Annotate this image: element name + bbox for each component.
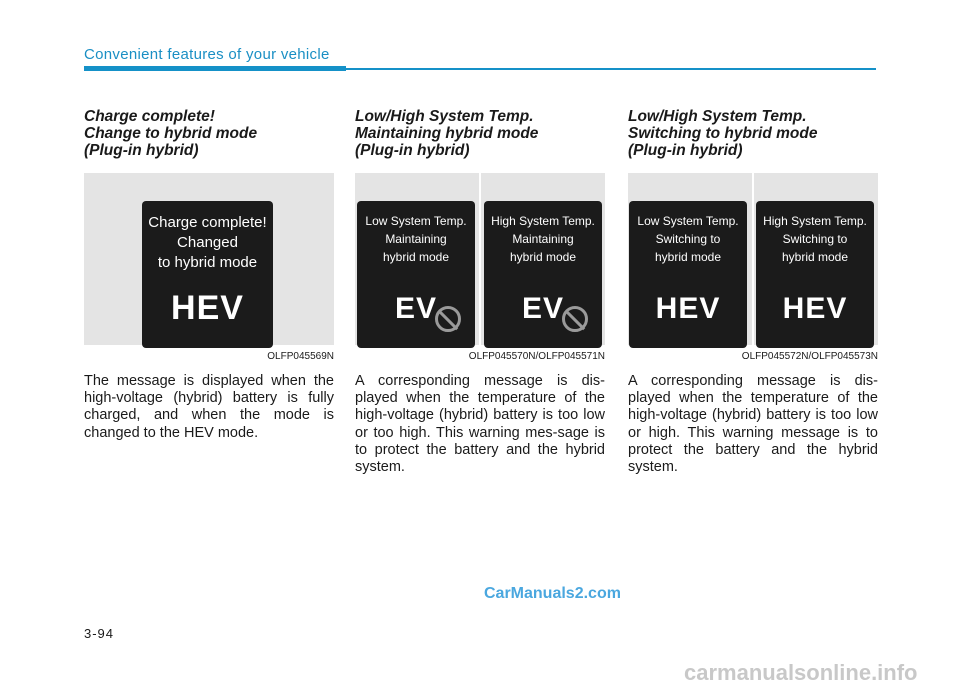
prohibited-icon [562,306,588,332]
cluster-figure [84,173,334,345]
ev-mode-indicator: EV [521,292,565,325]
cluster-display-low-temp [629,201,747,348]
section-title: Low/High System Temp. Maintaining hybrid mode (Plug-in hybrid) [355,108,539,159]
section-body-text: A corresponding message is dis-played when the temperature of the high-voltage (hybrid) battery is too low or high. This warning message is to protect the battery and the hybrid system. [628,373,878,476]
section-charge-complete [84,108,334,442]
section-body-text: The message is displayed when the high-voltage (hybrid) battery is fully charged, and when the mode is changed to the HEV mode. [84,373,334,441]
header-rule-thin [346,68,876,70]
cluster-display [142,201,273,348]
cluster-display-high-temp [484,201,602,348]
display-message: Low System Temp. Maintaining hybrid mode [365,214,467,264]
ev-mode-indicator: EV [394,292,438,325]
section-header-title: Convenient features of your vehicle [84,46,330,63]
hev-mode-indicator: HEV [655,292,721,325]
cluster-figure [355,173,605,345]
section-title: Charge complete! Change to hybrid mode (Plug-in hybrid) [84,108,258,159]
hev-mode-indicator: HEV [782,292,848,325]
watermark-footer: carmanualsonline.info [684,660,918,685]
cluster-display-low-temp [357,201,475,348]
watermark-link[interactable]: CarManuals2.com [484,585,621,602]
display-message: High System Temp. Switching to hybrid mode [763,214,867,264]
display-message: Low System Temp. Switching to hybrid mode [637,214,739,264]
figure-code: OLFP045570N/OLFP045571N [468,351,605,362]
page-number: 3-94 [84,626,115,641]
figure-code: OLFP045572N/OLFP045573N [741,351,878,362]
section-title: Low/High System Temp. Switching to hybrid mode (Plug-in hybrid) [628,108,818,159]
hev-mode-indicator: HEV [171,289,244,327]
cluster-display-high-temp [756,201,874,348]
display-message: Charge complete! Changed to hybrid mode [148,214,267,271]
header-rule-thick [84,66,346,71]
section-body-text: A corresponding message is dis-played when the temperature of the high-voltage (hybrid) battery is too low or too high. This warning mes-sage is to protect the battery and the hybrid system. [355,373,605,476]
section-maintaining-hybrid [355,108,605,476]
display-message: High System Temp. Maintaining hybrid mode [491,214,595,264]
prohibited-icon [435,306,461,332]
cluster-figure [628,173,878,345]
figure-code: OLFP045569N [267,351,334,362]
section-switching-hybrid [628,108,878,476]
